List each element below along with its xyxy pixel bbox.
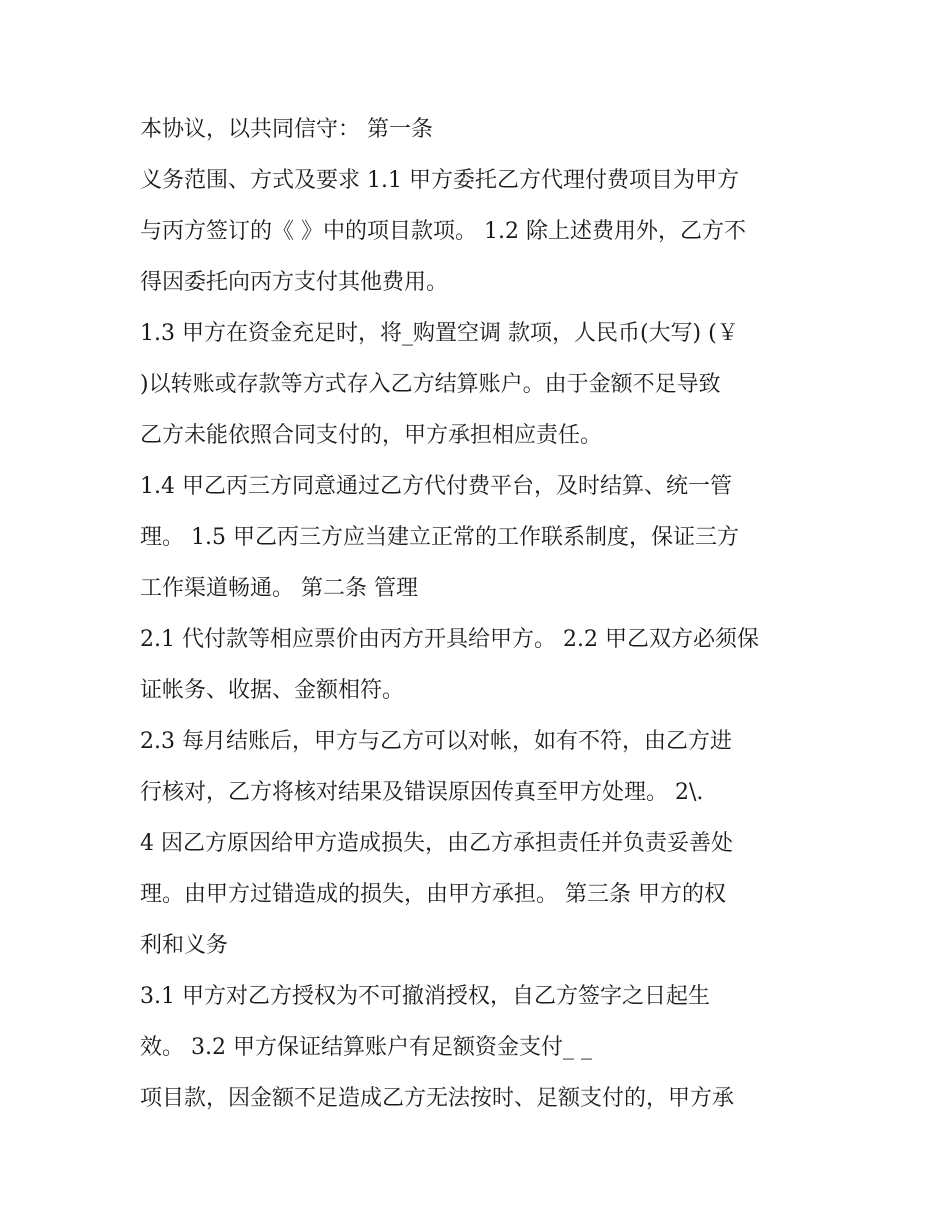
text-line: 项目款，因金额不足造成乙方无法按时、足额支付的，甲方承 xyxy=(140,1086,735,1111)
text-line: 1.4 甲乙丙三方同意通过乙方代付费平台，及时结算、统一管 xyxy=(140,474,732,499)
agreement-text xyxy=(140,104,830,1124)
text-line: 利和义务 xyxy=(140,933,229,958)
text-line: 乙方未能依照合同支付的，甲方承担相应责任。 xyxy=(140,423,603,448)
text-line: 义务范围、方式及要求 1.1 甲方委托乙方代理付费项目为甲方 xyxy=(140,168,739,193)
text-line: 2.1 代付款等相应票价由丙方开具给甲方。 2.2 甲乙双方必须保 xyxy=(140,627,759,652)
text-line: 理。由甲方过错造成的损失，由甲方承担。 第三条 甲方的权 xyxy=(140,882,726,907)
text-line: 行核对，乙方将核对结果及错误原因传真至甲方处理。 2\. xyxy=(140,780,704,805)
text-line: 3.1 甲方对乙方授权为不可撤消授权，自乙方签字之日起生 xyxy=(140,984,710,1009)
text-line: 与丙方签订的《 》中的项目款项。 1.2 除上述费用外，乙方不 xyxy=(140,219,746,244)
text-line: 效。 3.2 甲方保证结算账户有足额资金支付_ _ xyxy=(140,1035,592,1060)
text-line: 1.3 甲方在资金充足时，将_购置空调 款项，人民币(大写) (￥ xyxy=(140,321,739,346)
text-line: 得因委托向丙方支付其他费用。 xyxy=(140,270,449,295)
text-line: )以转账或存款等方式存入乙方结算账户。由于金额不足导致 xyxy=(140,372,721,397)
text-line: 4 因乙方原因给甲方造成损失，由乙方承担责任并负责妥善处 xyxy=(140,831,733,856)
text-line: 工作渠道畅通。 第二条 管理 xyxy=(140,576,418,601)
text-line: 2.3 每月结账后，甲方与乙方可以对帐，如有不符，由乙方进 xyxy=(140,729,732,754)
text-line: 理。 1.5 甲乙丙三方应当建立正常的工作联系制度，保证三方 xyxy=(140,525,739,550)
text-line: 证帐务、收据、金额相符。 xyxy=(140,678,405,703)
text-line: 本协议，以共同信守： 第一条 xyxy=(140,117,433,142)
